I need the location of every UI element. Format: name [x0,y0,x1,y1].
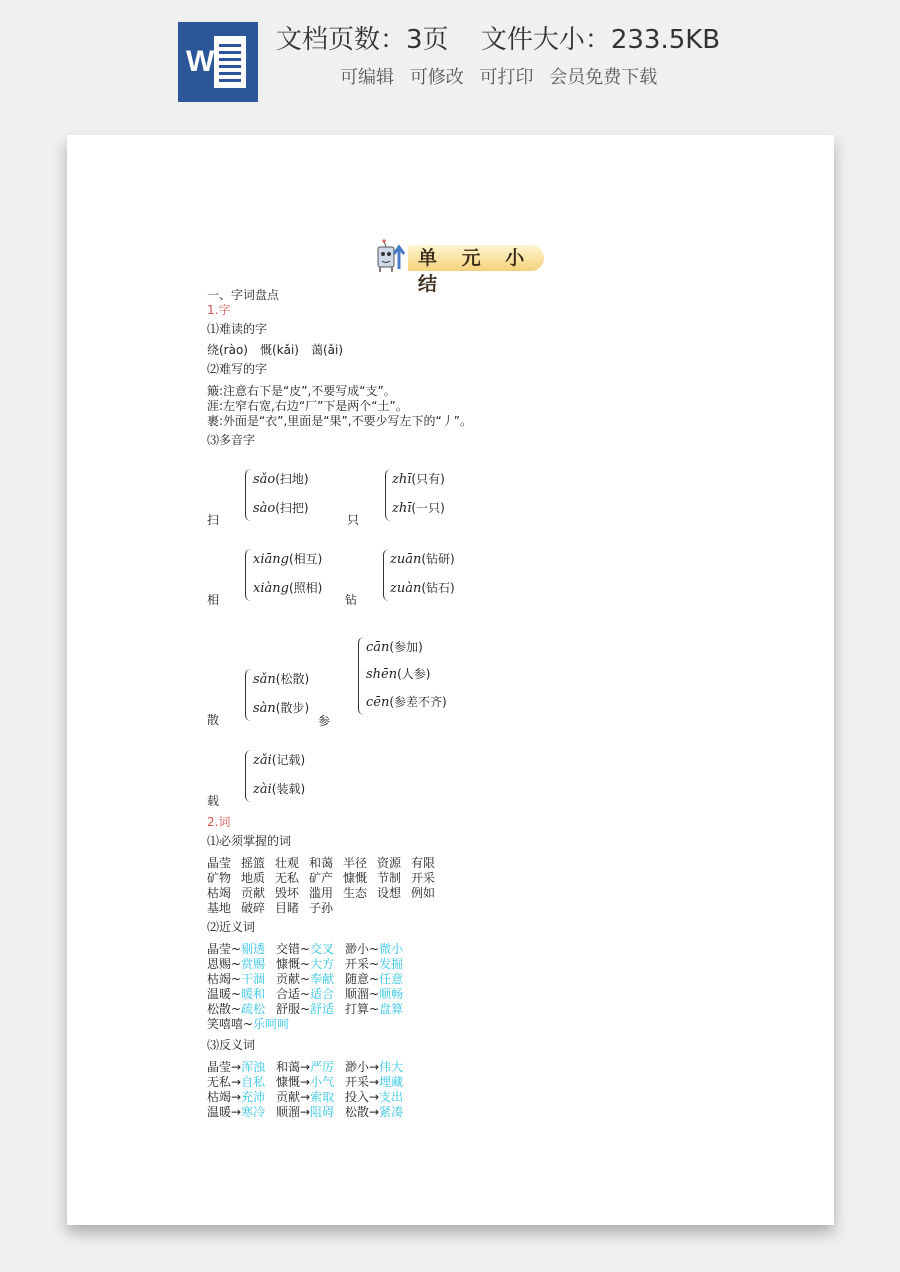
pair-separator: ~ [369,972,380,986]
base-word: 渺小 [345,942,370,956]
pinyin: xiàng [253,581,289,596]
word-pair [207,1060,276,1075]
word-pair [276,1002,345,1017]
left-brace [245,750,252,802]
base-word: 晶莹 [207,1060,232,1074]
answer-word: 寒冷 [241,1105,266,1119]
word-pair [345,972,414,987]
word-pair [276,1105,345,1120]
hard-to-read-heading: ⑴难读的字 [207,322,268,336]
answer-word: 发掘 [379,957,404,971]
must-know-row: 枯竭 贡献 毁坏 滥用 生态 设想 例如 [207,886,436,900]
pair-separator: ~ [231,987,242,1001]
word-pair [276,972,345,987]
base-word: 开采 [345,1075,370,1089]
synonym-row [207,972,414,987]
base-word: 温暖 [207,987,232,1001]
synonym-row [207,987,414,1002]
base-word: 合适 [276,987,301,1001]
word-pair [345,1075,414,1090]
word-pair [345,957,414,972]
feature-editable: 可编辑 [340,67,394,88]
pinyin: sào [253,501,276,516]
feature-modifiable: 可修改 [409,67,464,88]
word-pair [276,1090,345,1105]
pinyin: sǎn [253,672,276,687]
answer-word: 支出 [379,1090,404,1104]
pinyin: zhī [392,501,412,516]
word-pair [207,957,276,972]
base-word: 贡献 [276,972,301,986]
subsection-words: 2.词 [207,815,231,829]
base-word: 枯竭 [207,1090,232,1104]
antonym-heading: ⑶反义词 [207,1038,256,1052]
pair-separator: ~ [231,1002,242,1016]
feature-list [340,64,667,92]
example-word: (扫把) [275,501,309,515]
word-pair [345,1090,414,1105]
base-word: 松散 [207,1002,232,1016]
example-word: (钻石) [421,581,455,595]
answer-word: 自私 [241,1075,266,1089]
answer-word: 适合 [310,987,335,1001]
word-pair [276,942,345,957]
antonym-row [207,1060,414,1075]
pair-separator: ~ [300,987,311,1001]
word-pair [345,1060,414,1075]
pinyin: sǎo [253,472,276,487]
polyphone-char: 钻 [345,593,358,607]
answer-word: 小气 [310,1075,335,1089]
answer-word: 乐呵呵 [253,1017,290,1031]
base-word: 慷慨 [276,1075,301,1089]
answer-word: 赏赐 [241,957,266,971]
pinyin: zǎi [253,753,272,768]
must-know-row: 基地 破碎 目睹 子孙 [207,901,334,915]
answer-word: 任意 [379,972,404,986]
pair-separator: ~ [369,942,380,956]
file-size: 文件大小：233.5KB [480,25,721,55]
synonym-row [207,942,414,957]
left-brace [245,669,252,721]
polyphone-char: 相 [207,593,220,607]
answer-word: 阻碍 [310,1105,335,1119]
pinyin: cān [366,640,390,655]
base-word: 贡献 [276,1090,301,1104]
left-brace [385,469,392,521]
pair-separator: → [300,1060,311,1074]
pair-separator: → [300,1090,311,1104]
answer-word: 紧凑 [379,1105,404,1119]
pair-separator: ~ [300,942,311,956]
left-brace [358,637,365,715]
answer-word: 奉献 [310,972,335,986]
base-word: 投入 [345,1090,370,1104]
example-word: (松散) [275,672,310,686]
pair-separator: → [369,1105,380,1119]
example-word: (装载) [271,782,306,796]
polyphone-char: 散 [207,713,220,727]
pinyin: sàn [253,701,276,716]
base-word: 无私 [207,1075,232,1089]
left-brace [245,549,252,601]
answer-word: 严厉 [310,1060,335,1074]
base-word: 笑嘻嘻 [207,1017,244,1031]
unit-title: 单 元 小 结 [418,247,534,295]
pair-separator: ~ [300,957,311,971]
answer-word: 舒适 [310,1002,335,1016]
word-pair [207,1002,276,1017]
example-word: (扫地) [275,472,309,486]
pair-separator: ~ [300,972,311,986]
pinyin: zuān [390,552,422,567]
pair-separator: → [369,1060,380,1074]
polyphone-char: 扫 [207,513,220,527]
hard-to-write-heading: ⑵难写的字 [207,362,268,376]
pair-separator: → [300,1075,311,1089]
word-pair [207,987,276,1002]
polyphone-char: 载 [207,794,220,808]
pair-separator: → [369,1075,380,1089]
synonym-row [207,1002,414,1017]
pair-separator: ~ [369,1002,380,1016]
base-word: 渺小 [345,1060,370,1074]
word-pair [276,987,345,1002]
example-word: (散步) [275,701,310,715]
feature-free-download: 会员免费下载 [549,67,658,88]
answer-word: 埋藏 [379,1075,404,1089]
document-page [67,135,834,1225]
example-word: (记载) [271,753,306,767]
answer-word: 浑浊 [241,1060,266,1074]
hard-to-write-item: 簸:注意右下是“皮”,不要写成“支”。 [207,384,396,398]
answer-word: 剔透 [241,942,266,956]
word-pair [345,942,414,957]
word-pair [207,1090,276,1105]
word-pair [276,1060,345,1075]
must-know-row: 晶莹 摇篮 壮观 和蔼 半径 资源 有限 [207,856,436,870]
example-word: (一只) [411,501,445,515]
hard-to-write-item: 涯:左窄右宽,右边“厂”下是两个“土”。 [207,399,408,413]
antonym-row [207,1075,414,1090]
unit-title-banner [372,235,552,295]
base-word: 顺溜 [276,1105,301,1119]
base-word: 慷慨 [276,957,301,971]
base-word: 晶莹 [207,942,232,956]
word-pair [207,1075,276,1090]
base-word: 温暖 [207,1105,232,1119]
word-pair [276,957,345,972]
page-count: 文档页数：3页 [276,25,449,55]
base-word: 和蔼 [276,1060,301,1074]
download-header [0,0,900,130]
feature-printable: 可打印 [479,67,534,88]
answer-word: 索取 [310,1090,335,1104]
pair-separator: ~ [231,957,242,971]
example-word: (相互) [288,552,323,566]
pair-separator: ~ [369,957,380,971]
answer-word: 暖和 [241,987,266,1001]
antonym-row [207,1090,414,1105]
base-word: 舒服 [276,1002,301,1016]
base-word: 顺溜 [345,987,370,1001]
synonym-row [207,957,414,972]
must-know-row: 矿物 地质 无私 矿产 慷慨 节制 开采 [207,871,436,885]
base-word: 打算 [345,1002,370,1016]
base-word: 随意 [345,972,370,986]
pair-separator: → [231,1075,242,1089]
word-pair [207,1017,290,1032]
hard-to-write-item: 裹:外面是“衣”,里面是“果”,不要少写左下的“丿”。 [207,414,472,428]
pair-separator: → [300,1105,311,1119]
word-pair [345,987,414,1002]
antonym-row [207,1105,414,1120]
pair-separator: → [231,1090,242,1104]
polyphone-char: 只 [347,513,360,527]
pair-separator: → [231,1105,242,1119]
word-pair [207,942,276,957]
answer-word: 疏松 [241,1002,266,1016]
pair-separator: ~ [243,1017,254,1031]
base-word: 枯竭 [207,972,232,986]
pair-separator: ~ [300,1002,311,1016]
example-word: (参加) [389,640,423,654]
subsection-characters: 1.字 [207,303,231,317]
pinyin: xiāng [253,552,289,567]
pinyin: zuàn [390,581,422,596]
polyphone-char: 参 [318,714,331,728]
example-word: (只有) [411,472,445,486]
base-word: 交错 [276,942,301,956]
hard-to-read-list: 绕(rào) 慨(kǎi) 蔼(ǎi) [207,343,344,357]
word-pair [345,1105,414,1120]
answer-word: 交叉 [310,942,335,956]
pinyin: zhī [392,472,412,487]
left-brace [245,469,252,521]
example-word: (人参) [397,667,431,681]
base-word: 松散 [345,1105,370,1119]
pinyin: zài [253,782,272,797]
answer-word: 盘算 [379,1002,404,1016]
base-word: 开采 [345,957,370,971]
word-pair [207,1105,276,1120]
left-brace [383,549,390,601]
answer-word: 大方 [310,957,335,971]
file-info [276,20,744,60]
polyphone-heading: ⑶多音字 [207,433,256,447]
example-word: (钻研) [421,552,455,566]
example-word: (照相) [288,581,323,595]
robot-mascot-icon [372,239,408,273]
synonym-heading: ⑵近义词 [207,920,256,934]
section-heading: 一、字词盘点 [207,288,280,302]
answer-word: 微小 [379,942,404,956]
answer-word: 充沛 [241,1090,266,1104]
pinyin: shēn [366,667,398,682]
word-icon: W [178,22,258,102]
must-know-heading: ⑴必须掌握的词 [207,834,292,848]
base-word: 恩赐 [207,957,232,971]
word-pair [207,972,276,987]
answer-word: 干涸 [241,972,266,986]
pair-separator: → [369,1090,380,1104]
pair-separator: ~ [231,942,242,956]
answer-word: 顺畅 [379,987,404,1001]
pair-separator: → [231,1060,242,1074]
pair-separator: ~ [231,972,242,986]
pinyin: cēn [366,695,390,710]
synonym-row [207,1017,290,1032]
example-word: (参差不齐) [389,695,447,709]
pair-separator: ~ [369,987,380,1001]
answer-word: 伟大 [379,1060,404,1074]
word-pair [345,1002,414,1017]
word-pair [276,1075,345,1090]
